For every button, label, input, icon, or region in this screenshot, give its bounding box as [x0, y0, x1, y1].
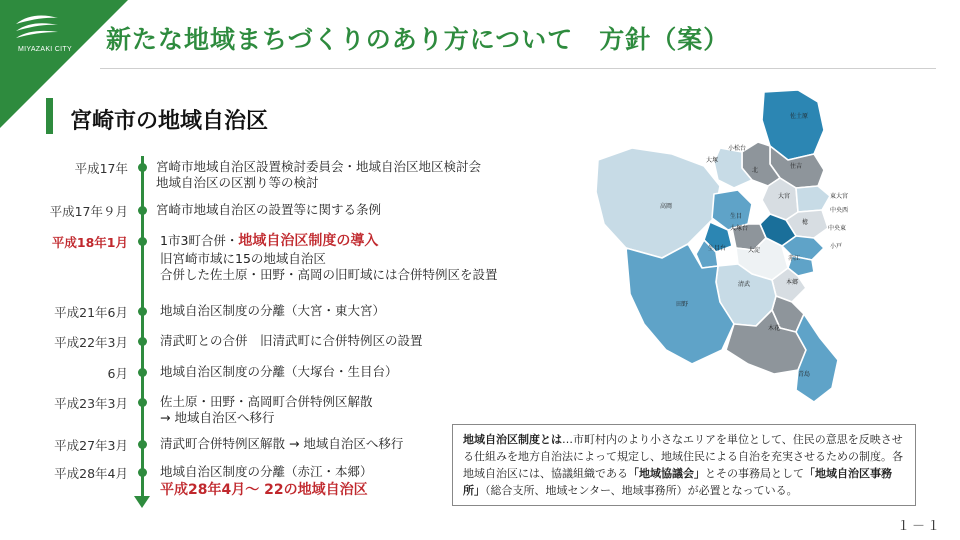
timeline-line-text: 合併した佐土原・田野・高岡の旧町域には合併特例区を設置 — [160, 267, 498, 282]
timeline-desc — [156, 202, 381, 218]
timeline-line-text: 宮崎市地域自治区の設置等に関する条例 — [156, 202, 382, 217]
map-label: 中央西 — [830, 207, 849, 214]
timeline-dot-icon — [138, 368, 147, 377]
map-label: 高岡 — [660, 203, 673, 210]
map-label: 大宮 — [778, 193, 791, 200]
section-marker — [46, 98, 53, 134]
logo-mark-icon — [14, 12, 60, 42]
timeline-line-text: 清武町合併特例区解散 → 地域自治区へ移行 — [160, 436, 404, 451]
timeline-desc — [160, 303, 385, 319]
timeline-desc — [160, 394, 373, 426]
timeline-line-text: 地域自治区制度の分離（大宮・東大宮） — [160, 303, 386, 318]
timeline-desc — [160, 436, 403, 452]
timeline-highlight-text: 地域自治区制度の導入 — [238, 233, 379, 249]
timeline-date: 6月 — [107, 366, 128, 381]
timeline-dot-icon — [138, 307, 147, 316]
timeline-desc — [160, 364, 398, 380]
timeline-line-text: 佐土原・田野・高岡町合併特例区解散 — [160, 394, 373, 409]
map-label: 本郷 — [786, 279, 799, 286]
map-label: 生目台 — [708, 245, 727, 252]
note-text: （総合支所、地域センター、地域事務所）が必置となっている。 — [485, 484, 798, 497]
map-label: 大塚 — [706, 157, 719, 164]
timeline-date: 平成28年4月 — [54, 466, 128, 481]
map-label: 大塚台 — [730, 225, 749, 232]
timeline-arrow-icon — [134, 496, 150, 508]
timeline-desc — [160, 333, 423, 349]
page-number: １－１ — [896, 519, 942, 534]
title-divider — [100, 68, 936, 69]
map-label: 中央東 — [828, 225, 847, 232]
timeline-line-text: 地域自治区制度の分離（大塚台・生目台） — [160, 364, 398, 379]
map-region-aoshima — [796, 314, 838, 402]
map-label: 檍 — [802, 219, 809, 226]
timeline-conclusion: 平成28年4月～ 22の地域自治区 — [160, 482, 368, 498]
timeline-dot-icon — [138, 337, 147, 346]
definition-note — [452, 424, 916, 506]
timeline-line-text: → 地域自治区へ移行 — [160, 410, 275, 425]
timeline-line-text: 清武町との合併 旧清武町に合併特例区の設置 — [160, 333, 423, 348]
logo-text: MIYAZAKI CITY — [18, 46, 72, 53]
timeline-dot-icon — [138, 468, 147, 477]
map-label: 東大宮 — [830, 193, 849, 200]
map-label: 北 — [752, 167, 759, 174]
timeline-date: 平成17年９月 — [49, 204, 128, 219]
timeline-line-text: 地域自治区制度の分離（赤江・本郷） — [160, 464, 373, 479]
timeline-desc — [160, 233, 498, 283]
map-label: 生目 — [730, 213, 743, 220]
timeline-line-text: 地域自治区の区割り等の検討 — [156, 175, 319, 190]
map-label: 木花 — [768, 325, 781, 332]
map-label: 小戸 — [830, 243, 843, 250]
note-term: 地域自治区制度とは — [463, 433, 562, 446]
timeline-dot-icon — [138, 237, 147, 246]
map-label: 赤江 — [788, 255, 801, 262]
timeline-date: 平成27年3月 — [54, 438, 128, 453]
timeline-line-text: 旧宮崎市域に15の地域自治区 — [160, 251, 326, 266]
page-title: 新たな地域まちづくりのあり方について 方針（案） — [106, 25, 730, 54]
city-logo — [14, 12, 76, 53]
timeline-dot-icon — [138, 163, 147, 172]
district-map — [592, 88, 854, 406]
timeline-desc — [160, 464, 373, 498]
map-label: 田野 — [676, 301, 689, 308]
timeline-date: 平成23年3月 — [54, 396, 128, 411]
map-label: 佐土原 — [790, 113, 809, 120]
note-text: とその事務局として — [705, 467, 804, 480]
map-label: 小松台 — [728, 145, 747, 152]
timeline-line-text: 宮崎市地域自治区設置検討委員会・地域自治区地区検討会 — [156, 159, 482, 174]
map-label: 青島 — [798, 371, 811, 378]
map-label: 住吉 — [790, 163, 803, 170]
timeline-dot-icon — [138, 398, 147, 407]
timeline-lead-text: 1市3町合併・ — [160, 233, 239, 248]
timeline-dot-icon — [138, 206, 147, 215]
map-label: 大淀 — [748, 247, 761, 254]
note-jimusho: 「地域自治区事務所」 — [463, 467, 892, 497]
note-kyogikai: 「地域協議会」 — [628, 467, 705, 480]
map-region-takaoka — [596, 148, 720, 258]
timeline-date: 平成18年1月 — [51, 235, 128, 250]
timeline-desc — [156, 159, 481, 191]
timeline-date: 平成21年6月 — [54, 305, 128, 320]
note-text: …市町村内のより小さなエリアを単位として、住民の意思を反映させる仕組みを地方自治法によって規定し、地域住民による自治を充実させるための制度。各地域自治区には、協議組織である — [463, 433, 903, 480]
map-label: 清武 — [738, 281, 751, 288]
section-title: 宮崎市の地域自治区 — [70, 109, 269, 134]
map-region-higashi-omiya — [796, 186, 830, 212]
timeline-date: 平成22年3月 — [54, 335, 128, 350]
timeline-date: 平成17年 — [74, 161, 128, 176]
timeline-dot-icon — [138, 440, 147, 449]
